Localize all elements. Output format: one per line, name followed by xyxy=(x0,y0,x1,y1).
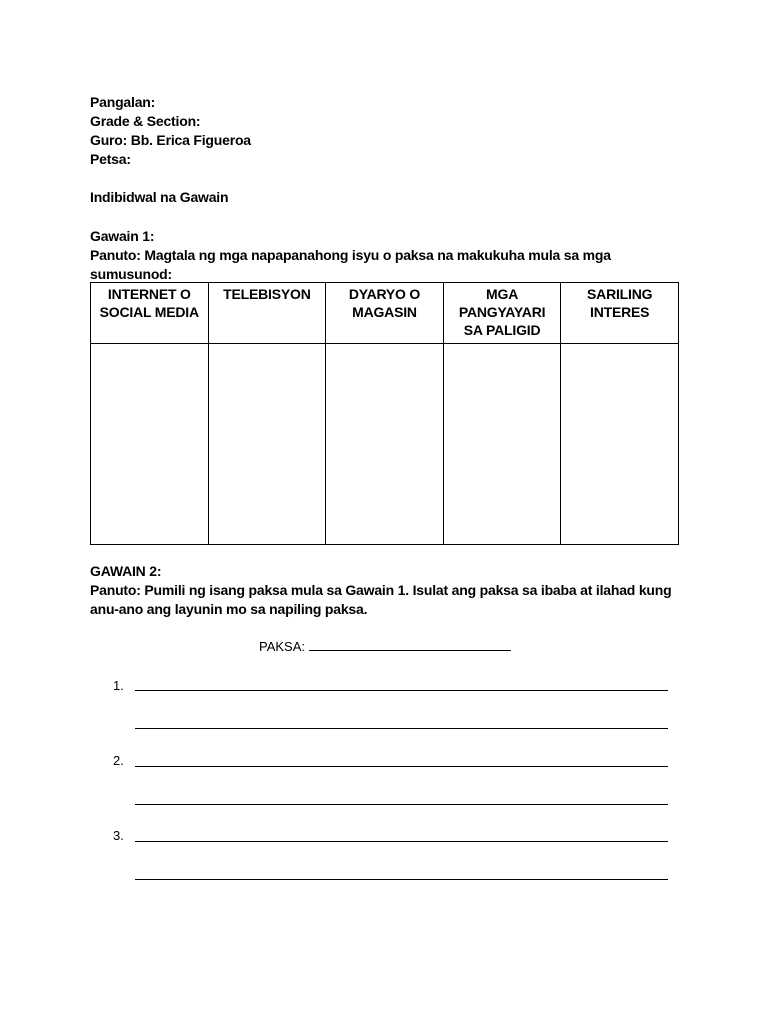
answer-line[interactable] xyxy=(135,728,668,729)
item-number: 1. xyxy=(113,678,124,693)
answer-cell[interactable] xyxy=(326,344,444,545)
item-number: 2. xyxy=(113,753,124,768)
answer-cell[interactable] xyxy=(91,344,209,545)
topics-table xyxy=(90,282,679,545)
answer-line[interactable] xyxy=(135,879,668,880)
paksa-field xyxy=(259,638,511,654)
paksa-label: PAKSA: xyxy=(259,639,306,654)
answer-line[interactable] xyxy=(135,841,668,842)
answer-line[interactable] xyxy=(135,804,668,805)
answer-line[interactable] xyxy=(135,766,668,767)
column-header: INTERNET O SOCIAL MEDIA xyxy=(91,283,209,344)
name-label: Pangalan: xyxy=(90,94,156,110)
activity-title: Indibidwal na Gawain xyxy=(90,189,229,205)
gawain2-title: GAWAIN 2: xyxy=(90,563,162,579)
gawain1-title: Gawain 1: xyxy=(90,228,155,244)
gawain2-instruction: Panuto: Pumili ng isang paksa mula sa Gawain 1. Isulat ang paksa sa ibaba at ilahad kung anu-ano ang layunin mo sa napiling paksa. xyxy=(90,582,672,617)
item-number: 3. xyxy=(113,828,124,843)
answer-cell[interactable] xyxy=(561,344,679,545)
column-header: SARILING INTERES xyxy=(561,283,679,344)
date-label: Petsa: xyxy=(90,151,131,167)
column-header: TELEBISYON xyxy=(208,283,326,344)
teacher-line: Guro: Bb. Erica Figueroa xyxy=(90,132,251,148)
column-header: DYARYO O MAGASIN xyxy=(326,283,444,344)
column-header: MGA PANGYAYARI SA PALIGID xyxy=(443,283,561,344)
table-header-row xyxy=(91,283,679,344)
answer-cell[interactable] xyxy=(443,344,561,545)
answer-line[interactable] xyxy=(135,690,668,691)
answer-cell[interactable] xyxy=(208,344,326,545)
gawain1-instruction: Panuto: Magtala ng mga napapanahong isyu o paksa na makukuha mula sa mga sumusunod: xyxy=(90,247,611,282)
paksa-blank[interactable] xyxy=(309,638,511,651)
table-row xyxy=(91,344,679,545)
grade-section-label: Grade & Section: xyxy=(90,113,201,129)
